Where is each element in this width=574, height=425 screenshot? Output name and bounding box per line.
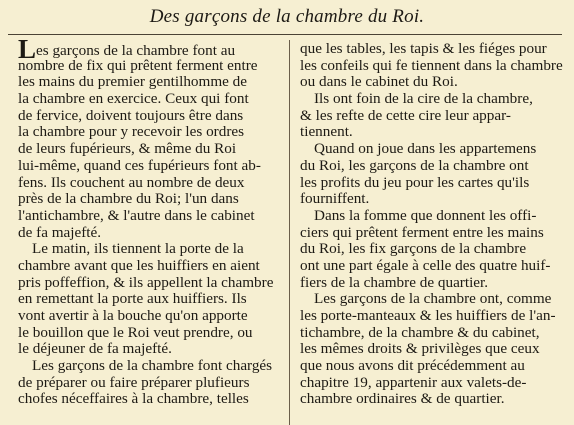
text-line: en remettant la porte aux huiffiers. Ils [18,290,247,308]
text-line: de fa majefté. [18,223,102,241]
text-line: tichambre, de la chambre & du cabinet, [300,323,540,341]
text-line: la chambre en exercice. Ceux qui font [18,90,249,108]
text-line: que nous avons dit précédemment au [300,357,525,375]
right-column [300,41,566,408]
text-line: vont avertir à la bouche qu'on apporte [18,307,248,324]
left-column [18,34,282,408]
text-line: chapitre 19, appartenir aux valets-de- [300,373,527,391]
text-line: les profits du jeu pour les cartes qu'ils [300,173,530,191]
text-line: chambre avant que les huiffiers en aient [18,256,260,274]
text-line: les mains du premier gentilhomme de [18,73,248,91]
text-line: lui-même, quand ces fupérieurs font ab- [18,156,261,174]
paragraph-start-line: Les garçons de la chambre ont, comme [314,290,552,308]
text-line: de préparer ou faire préparer plufieurs [18,373,250,391]
text-line: les confeils qui fe tiennent dans la chambre [300,56,563,74]
paragraph-start-line: Quand on joue dans les appartemens [314,140,537,158]
text-line: chofes néceffaires à la chambre, telles [18,390,249,408]
page-heading: Des garçons de la chambre du Roi. [149,6,425,27]
text-line: les porte-manteaux & les huiffiers de l'an- [300,307,556,324]
paragraph-start-line: Ils ont foin de la cire de la chambre, [314,90,533,108]
text-line: & les refte de cette cire leur appar- [300,106,511,124]
text-line: la chambre pour y recevoir les ordres [18,123,245,141]
text-line [18,34,282,64]
text-line: nombre de fix qui prêtent ferment entre [18,56,258,74]
text-line: de leurs fupérieurs, & même du Roi [18,140,237,158]
column-divider [289,40,290,425]
paragraph-start-line: Le matin, ils tiennent la porte de la [32,240,244,258]
text-line: les mêmes droits & privilèges que ceux [300,340,540,358]
text-line: pris poffeffion, & ils appellent la chambre [18,273,274,291]
paragraph-start-line: Les garçons de la chambre font chargés [32,357,273,375]
text-line: l'antichambre, & l'autre dans le cabinet [18,206,255,224]
text-line: ou dans le cabinet du Roi. [300,73,458,91]
text-line: tiennent. [300,123,353,141]
text-line: fens. Ils couchent au nombre de deux [18,173,245,191]
text-line: fiers de la chambre de quartier. [300,273,489,291]
text-line: ciers qui prêtent ferment entre les mains [300,223,544,241]
heading-rule [8,34,562,35]
text-line: le déjeuner de fa majefté. [18,340,172,358]
paragraph-start-line: Dans la fomme que donnent les offi- [314,206,537,224]
text-line: près de la chambre du Roi; l'un dans [18,190,239,208]
text-line: de fervice, doivent toujours être dans [18,106,244,124]
text-line: le bouillon que le Roi veut prendre, ou [18,323,253,341]
drop-cap: L [18,34,37,64]
text-line: chambre ordinaires & de quartier. [300,390,505,408]
text-line: du Roi, les garçons de la chambre ont [300,156,529,174]
text-line: du Roi, les fix garçons de la chambre [300,240,527,258]
text-line: fourniffent. [300,190,370,208]
text-line: ont une part égale à celle des quatre huif- [300,256,551,274]
text-line: que les tables, les tapis & les fiéges pour [300,40,547,57]
text-line-content: es garçons de la chambre font au [36,42,236,59]
